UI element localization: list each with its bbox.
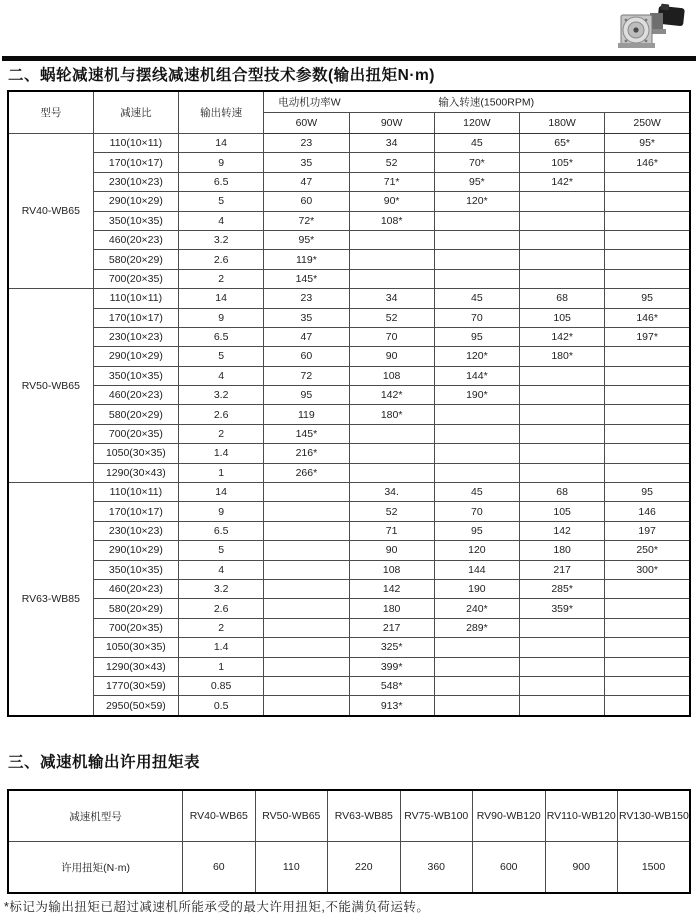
gear-reducer-photo-icon [608,3,690,59]
torque-value-cell [520,230,605,249]
torque-value-cell [434,657,519,676]
torque-value-cell: 52 [349,153,434,172]
table-row [8,599,690,618]
table-row [8,386,690,405]
table-row [8,327,690,346]
torque-value-cell [264,502,349,521]
ratio-cell: 170(10×17) [93,502,178,521]
table-row [8,618,690,637]
ratio-cell: 1050(30×35) [93,638,178,657]
reducer-model-cell: RV63-WB85 [328,790,400,842]
ratio-cell: 1290(30×43) [93,463,178,482]
torque-value-cell: 95 [434,521,519,540]
torque-value-cell [520,269,605,288]
torque-value-cell: 52 [349,502,434,521]
torque-value-cell: 216* [264,444,349,463]
torque-value-cell [605,463,690,482]
table-row [8,211,690,230]
table-row [8,541,690,560]
ratio-cell: 110(10×11) [93,134,178,153]
torque-value-cell: 250* [605,541,690,560]
output-speed-cell: 6.5 [179,327,264,346]
torque-value-cell: 35 [264,308,349,327]
torque-value-cell [434,230,519,249]
torque-value-cell: 142* [349,386,434,405]
torque-value-cell [605,172,690,191]
torque-value-cell [520,657,605,676]
torque-value-cell: 71* [349,172,434,191]
torque-value-cell: 95* [605,134,690,153]
torque-value-cell [605,405,690,424]
torque-value-cell [349,463,434,482]
reducer-model-cell: RV110-WB120 [545,790,617,842]
torque-value-cell [605,618,690,637]
torque-value-cell: 68 [520,483,605,502]
torque-value-cell [520,424,605,443]
torque-value-cell: 300* [605,560,690,579]
torque-value-cell: 95* [264,230,349,249]
torque-value-cell: 120* [434,192,519,211]
output-speed-cell: 6.5 [179,521,264,540]
torque-value-cell [520,192,605,211]
torque-value-cell [605,250,690,269]
torque-value-row [8,842,690,894]
table-row [8,676,690,695]
torque-value-cell: 913* [349,696,434,716]
torque-value-cell [605,269,690,288]
allowable-torque-table [7,789,691,894]
col-header-output-speed: 输出转速 [179,91,264,134]
torque-value-cell [605,386,690,405]
col-header-250w: 250W [605,113,690,134]
torque-value-cell: 180* [349,405,434,424]
torque-value-cell: 285* [520,579,605,598]
torque-value-cell [434,250,519,269]
table-row [8,638,690,657]
torque-value-cell [605,657,690,676]
parameters-table-header [8,91,690,134]
ratio-cell: 110(10×11) [93,483,178,502]
torque-value-cell: 108* [349,211,434,230]
torque-value-cell: 47 [264,172,349,191]
torque-value-cell [349,444,434,463]
table-row [8,502,690,521]
table-row [8,289,690,308]
table-row [8,483,690,502]
torque-value-cell: 60 [264,347,349,366]
torque-value-cell: 142 [520,521,605,540]
torque-value-cell [605,424,690,443]
model-name-cell: RV63-WB85 [8,483,93,716]
ratio-cell: 460(20×23) [93,579,178,598]
torque-value-cell: 146 [605,502,690,521]
torque-value-cell: 34 [349,289,434,308]
table-row [8,269,690,288]
torque-value-cell: 47 [264,327,349,346]
torque-value-cell: 142* [520,327,605,346]
torque-value-cell [520,366,605,385]
torque-value-cell: 45 [434,289,519,308]
torque-value-cell: 72 [264,366,349,385]
torque-value-cell [520,405,605,424]
allowable-torque-cell: 1500 [617,842,690,894]
table-row [8,153,690,172]
torque-value-cell: 289* [434,618,519,637]
ratio-cell: 230(10×23) [93,172,178,191]
torque-value-cell [605,444,690,463]
torque-value-cell [520,211,605,230]
torque-value-cell [520,463,605,482]
torque-value-cell: 60 [264,192,349,211]
table-row [8,405,690,424]
col-header-90w: 90W [349,113,434,134]
ratio-cell: 580(20×29) [93,599,178,618]
table-row [8,463,690,482]
ratio-cell: 700(20×35) [93,424,178,443]
output-speed-cell: 4 [179,560,264,579]
torque-value-cell [605,579,690,598]
torque-value-cell [264,579,349,598]
section3-title: 三、减速机输出许用扭矩表 [8,754,201,771]
torque-value-cell [434,463,519,482]
output-speed-cell: 2 [179,269,264,288]
output-speed-cell: 2.6 [179,250,264,269]
torque-value-cell: 119 [264,405,349,424]
table-row [8,579,690,598]
reducer-model-cell: RV75-WB100 [400,790,472,842]
output-speed-cell: 0.5 [179,696,264,716]
torque-value-cell: 45 [434,483,519,502]
torque-value-cell: 120* [434,347,519,366]
table-row [8,347,690,366]
ratio-cell: 350(10×35) [93,211,178,230]
torque-value-cell: 90* [349,192,434,211]
torque-value-cell: 95 [264,386,349,405]
torque-model-row [8,790,690,842]
torque-value-cell [605,192,690,211]
torque-value-cell: 95 [434,327,519,346]
section2-title: 二、蜗轮减速机与摆线减速机组合型技术参数(输出扭矩N·m) [8,67,435,84]
ratio-cell: 460(20×23) [93,230,178,249]
input-speed-label: 输入转速(1500RPM) [438,96,535,109]
torque-value-cell [264,657,349,676]
torque-value-cell: 180 [520,541,605,560]
torque-value-cell: 142* [520,172,605,191]
output-speed-cell: 2 [179,424,264,443]
torque-value-cell: 146* [605,308,690,327]
table-row [8,521,690,540]
torque-value-cell: 108 [349,366,434,385]
ratio-cell: 2950(50×59) [93,696,178,716]
ratio-cell: 350(10×35) [93,560,178,579]
torque-value-cell: 359* [520,599,605,618]
torque-value-cell: 34 [349,134,434,153]
torque-value-cell [520,250,605,269]
torque-value-cell: 45 [434,134,519,153]
torque-value-cell [264,560,349,579]
parameters-table [7,90,691,717]
torque-value-cell [605,230,690,249]
torque-value-cell [520,386,605,405]
torque-value-cell: 145* [264,269,349,288]
header-divider-rule [2,56,696,61]
torque-value-cell: 325* [349,638,434,657]
reducer-model-cell: RV50-WB65 [255,790,327,842]
torque-value-cell: 108 [349,560,434,579]
torque-value-cell: 71 [349,521,434,540]
table-row [8,657,690,676]
torque-value-cell: 399* [349,657,434,676]
allowable-torque-cell: 60 [183,842,255,894]
torque-value-cell [605,211,690,230]
main-table-body [8,134,690,716]
table-row [8,444,690,463]
output-speed-cell: 5 [179,347,264,366]
torque-value-cell: 190 [434,579,519,598]
col-header-120w: 120W [434,113,519,134]
col-header-60w: 60W [264,113,349,134]
output-speed-cell: 5 [179,192,264,211]
torque-value-cell [264,618,349,637]
table-row [8,172,690,191]
torque-value-cell: 217 [520,560,605,579]
ratio-cell: 290(10×29) [93,347,178,366]
torque-value-cell [520,676,605,695]
torque-value-cell: 72* [264,211,349,230]
torque-value-cell: 70 [434,502,519,521]
ratio-cell: 290(10×29) [93,192,178,211]
torque-value-cell [520,696,605,716]
col-header-model: 型号 [8,91,93,134]
table-row [8,250,690,269]
torque-value-cell: 144* [434,366,519,385]
torque-value-cell: 190* [434,386,519,405]
output-speed-cell: 9 [179,153,264,172]
torque-value-cell: 90 [349,347,434,366]
torque-value-cell: 105* [520,153,605,172]
torque-value-cell: 105 [520,308,605,327]
output-speed-cell: 1.4 [179,638,264,657]
torque-value-cell [605,599,690,618]
torque-value-cell: 119* [264,250,349,269]
output-speed-cell: 0.85 [179,676,264,695]
output-speed-cell: 5 [179,541,264,560]
model-name-cell: RV40-WB65 [8,134,93,289]
table-row [8,230,690,249]
ratio-cell: 230(10×23) [93,521,178,540]
allowable-torque-cell: 360 [400,842,472,894]
torque-value-cell [349,269,434,288]
ratio-cell: 580(20×29) [93,405,178,424]
output-speed-cell: 2.6 [179,405,264,424]
torque-value-cell [605,638,690,657]
torque-value-cell [605,676,690,695]
reducer-model-cell: RV90-WB120 [473,790,545,842]
output-speed-cell: 14 [179,483,264,502]
torque-value-cell [349,230,434,249]
table-row [8,366,690,385]
torque-value-cell: 142 [349,579,434,598]
allowable-torque-cell: 600 [473,842,545,894]
ratio-cell: 580(20×29) [93,250,178,269]
table-row [8,424,690,443]
torque-value-cell: 146* [605,153,690,172]
torque-row-label: 许用扭矩(N·m) [8,842,183,894]
torque-value-cell: 95 [605,289,690,308]
torque-value-cell [605,366,690,385]
output-speed-cell: 6.5 [179,172,264,191]
torque-value-cell: 23 [264,134,349,153]
reducer-model-cell: RV40-WB65 [183,790,255,842]
torque-value-cell [349,424,434,443]
motor-power-label: 电动机功率W [278,96,341,109]
ratio-cell: 1770(30×59) [93,676,178,695]
col-header-ratio: 减速比 [93,91,178,134]
torque-value-cell: 52 [349,308,434,327]
torque-value-cell [520,638,605,657]
allowable-torque-cell: 220 [328,842,400,894]
torque-value-cell [434,269,519,288]
ratio-cell: 1290(30×43) [93,657,178,676]
allowable-torque-cell: 110 [255,842,327,894]
torque-value-cell: 70 [434,308,519,327]
torque-value-cell: 145* [264,424,349,443]
model-name-cell: RV50-WB65 [8,289,93,483]
table-row [8,308,690,327]
col-header-180w: 180W [520,113,605,134]
output-speed-cell: 9 [179,308,264,327]
torque-value-cell: 180 [349,599,434,618]
torque-value-cell: 180* [520,347,605,366]
torque-value-cell: 35 [264,153,349,172]
torque-value-cell [264,676,349,695]
torque-value-cell: 65* [520,134,605,153]
ratio-cell: 170(10×17) [93,308,178,327]
torque-value-cell [434,444,519,463]
ratio-cell: 700(20×35) [93,269,178,288]
torque-value-cell: 70 [349,327,434,346]
ratio-cell: 700(20×35) [93,618,178,637]
torque-value-cell: 548* [349,676,434,695]
torque-value-cell [434,211,519,230]
ratio-cell: 350(10×35) [93,366,178,385]
output-speed-cell: 1 [179,463,264,482]
output-speed-cell: 3.2 [179,386,264,405]
output-speed-cell: 2 [179,618,264,637]
torque-value-cell [434,696,519,716]
output-speed-cell: 14 [179,289,264,308]
torque-value-cell: 95 [605,483,690,502]
ratio-cell: 230(10×23) [93,327,178,346]
torque-value-cell: 120 [434,541,519,560]
output-speed-cell: 3.2 [179,230,264,249]
reducer-model-cell: RV130-WB150 [617,790,690,842]
table-row [8,192,690,211]
torque-value-cell [434,424,519,443]
output-speed-cell: 2.6 [179,599,264,618]
torque-value-cell [605,696,690,716]
ratio-cell: 170(10×17) [93,153,178,172]
torque-value-cell: 95* [434,172,519,191]
torque-value-cell [349,250,434,269]
torque-header-label: 减速机型号 [8,790,183,842]
output-speed-cell: 4 [179,211,264,230]
footnote: *标记为输出扭矩已超过减速机所能承受的最大许用扭矩,不能满负荷运转。 [4,900,430,914]
output-speed-cell: 14 [179,134,264,153]
torque-value-cell [264,521,349,540]
torque-value-cell [520,618,605,637]
ratio-cell: 290(10×29) [93,541,178,560]
output-speed-cell: 9 [179,502,264,521]
torque-value-cell: 197 [605,521,690,540]
torque-value-cell [264,696,349,716]
torque-value-cell: 266* [264,463,349,482]
ratio-cell: 110(10×11) [93,289,178,308]
torque-value-cell: 240* [434,599,519,618]
table-row [8,560,690,579]
torque-value-cell: 197* [605,327,690,346]
torque-value-cell [520,444,605,463]
torque-value-cell [264,599,349,618]
torque-value-cell: 90 [349,541,434,560]
torque-value-cell [264,483,349,502]
torque-value-cell: 217 [349,618,434,637]
torque-value-cell [605,347,690,366]
table-row [8,696,690,716]
torque-value-cell [264,638,349,657]
allowable-torque-cell: 900 [545,842,617,894]
output-speed-cell: 1.4 [179,444,264,463]
torque-value-cell [434,405,519,424]
col-header-power-group [264,91,690,113]
torque-value-cell: 68 [520,289,605,308]
output-speed-cell: 4 [179,366,264,385]
torque-value-cell: 34. [349,483,434,502]
ratio-cell: 1050(30×35) [93,444,178,463]
torque-value-cell [434,638,519,657]
output-speed-cell: 3.2 [179,579,264,598]
torque-value-cell: 144 [434,560,519,579]
torque-value-cell: 70* [434,153,519,172]
torque-value-cell [434,676,519,695]
torque-value-cell [264,541,349,560]
output-speed-cell: 1 [179,657,264,676]
ratio-cell: 460(20×23) [93,386,178,405]
torque-value-cell: 105 [520,502,605,521]
torque-value-cell: 23 [264,289,349,308]
table-row [8,134,690,153]
